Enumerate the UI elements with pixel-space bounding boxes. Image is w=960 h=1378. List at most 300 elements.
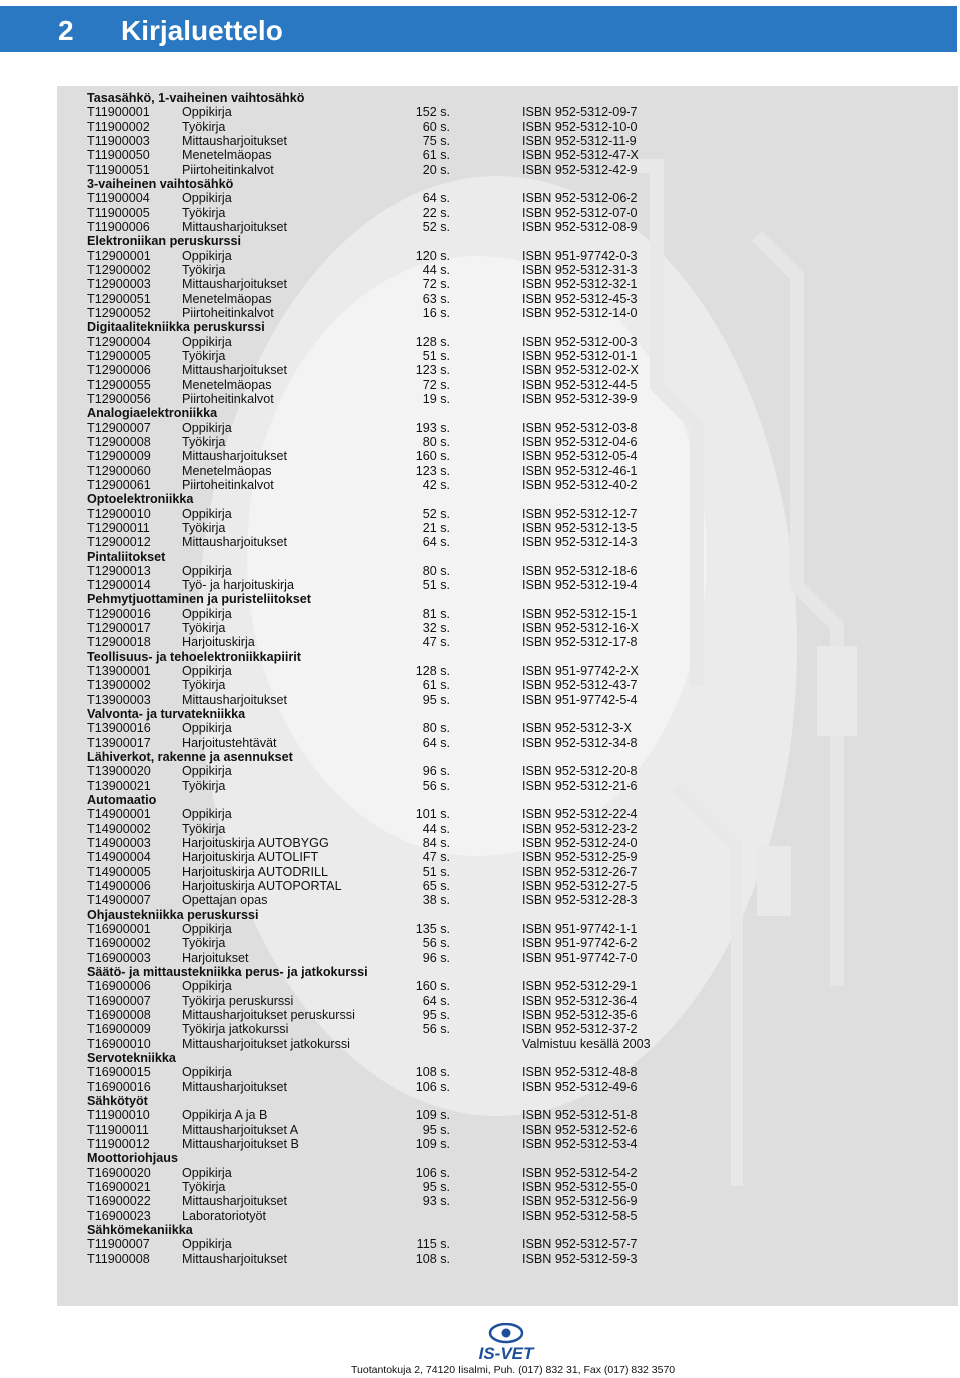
book-pages: 93 s. — [422, 1194, 450, 1209]
book-row — [87, 979, 707, 993]
book-code: T12900016 — [87, 606, 151, 621]
book-isbn: ISBN 952-5312-32-1 — [522, 277, 638, 292]
book-pages: 56 s. — [422, 936, 450, 951]
book-pages: 56 s. — [422, 778, 450, 793]
book-isbn: ISBN 952-5312-23-2 — [522, 821, 638, 836]
book-description: Piirtoheitinkalvot — [182, 305, 274, 320]
book-isbn: ISBN 952-5312-10-0 — [522, 119, 638, 134]
book-pages: 61 s. — [422, 678, 450, 693]
book-isbn: ISBN 952-5312-28-3 — [522, 893, 638, 908]
book-pages: 96 s. — [422, 764, 450, 779]
book-pages: 128 s. — [415, 664, 450, 679]
book-row — [87, 922, 707, 936]
book-code: T11900001 — [87, 105, 150, 120]
book-pages: 51 s. — [422, 348, 450, 363]
book-pages: 61 s. — [422, 148, 450, 163]
book-pages: 44 s. — [422, 821, 450, 836]
book-isbn: ISBN 952-5312-53-4 — [522, 1136, 638, 1151]
chapter-number: 2 — [58, 15, 74, 46]
book-row — [87, 951, 707, 965]
book-pages: 80 s. — [422, 563, 450, 578]
book-code: T11900002 — [87, 119, 150, 134]
book-pages: 64 s. — [422, 993, 450, 1008]
book-code: T11900006 — [87, 219, 150, 234]
book-row — [87, 578, 707, 592]
book-pages: 84 s. — [422, 836, 450, 851]
book-pages: 95 s. — [422, 1122, 450, 1137]
book-pages: 101 s. — [415, 807, 450, 822]
book-code: T12900001 — [87, 248, 151, 263]
book-row — [87, 1080, 707, 1094]
book-description: Harjoitustehtävät — [182, 735, 277, 750]
book-pages: 51 s. — [422, 578, 450, 593]
book-pages: 160 s. — [415, 979, 450, 994]
book-pages: 47 s. — [422, 635, 450, 650]
book-description: Mittausharjoitukset — [182, 692, 287, 707]
book-description: Harjoituskirja AUTOLIFT — [182, 850, 319, 865]
book-pages: 21 s. — [422, 520, 450, 535]
book-isbn: ISBN 952-5312-15-1 — [522, 606, 638, 621]
book-pages: 96 s. — [422, 950, 450, 965]
book-code: T12900018 — [87, 635, 151, 650]
book-isbn: ISBN 952-5312-46-1 — [522, 463, 638, 478]
book-code: T12900051 — [87, 291, 151, 306]
book-description: Piirtoheitinkalvot — [182, 162, 274, 177]
book-description: Harjoituskirja AUTOBYGG — [182, 836, 329, 851]
book-description: Oppikirja — [182, 721, 232, 736]
book-description: Mittausharjoitukset B — [182, 1136, 299, 1151]
book-code: T16900003 — [87, 950, 151, 965]
book-pages: 108 s. — [415, 1065, 450, 1080]
book-code: T12900060 — [87, 463, 151, 478]
book-description: Oppikirja — [182, 506, 232, 521]
book-description: Työkirja — [182, 678, 226, 693]
book-code: T12900011 — [87, 520, 150, 535]
book-description: Oppikirja A ja B — [182, 1108, 268, 1123]
book-code: T16900007 — [87, 993, 151, 1008]
book-isbn: ISBN 952-5312-56-9 — [522, 1194, 638, 1209]
book-row — [87, 105, 707, 119]
section-heading: Elektroniikan peruskurssi — [87, 234, 241, 249]
book-description: Oppikirja — [182, 606, 232, 621]
book-description: Työkirja peruskurssi — [182, 993, 294, 1008]
book-row — [87, 464, 707, 478]
book-description: Työkirja — [182, 1179, 226, 1194]
book-description: Työ- ja harjoituskirja — [182, 578, 294, 593]
book-row — [87, 292, 707, 306]
book-isbn: ISBN 952-5312-04-6 — [522, 434, 638, 449]
book-code: T12900055 — [87, 377, 151, 392]
book-code: T12900056 — [87, 391, 151, 406]
book-description: Oppikirja — [182, 334, 232, 349]
book-isbn: ISBN 952-5312-34-8 — [522, 735, 638, 750]
book-row — [87, 392, 707, 406]
book-code: T12900013 — [87, 563, 151, 578]
book-pages: 16 s. — [422, 305, 450, 320]
page-title: Kirjaluettelo — [121, 15, 283, 46]
book-description: Mittausharjoitukset peruskurssi — [182, 1008, 355, 1022]
book-pages: 109 s. — [415, 1136, 450, 1151]
book-code: T14900003 — [87, 836, 151, 851]
book-code: T11900007 — [87, 1237, 150, 1252]
book-row — [87, 277, 707, 291]
book-code: T12900005 — [87, 348, 151, 363]
book-row — [87, 1194, 707, 1208]
book-code: T12900006 — [87, 363, 151, 378]
book-code: T13900001 — [87, 664, 151, 679]
book-isbn: ISBN 951-97742-5-4 — [522, 692, 638, 707]
book-isbn: ISBN 952-5312-03-8 — [522, 420, 638, 435]
book-isbn: ISBN 952-5312-16-X — [522, 621, 639, 636]
book-code: T16900016 — [87, 1079, 151, 1094]
book-isbn: ISBN 952-5312-37-2 — [522, 1022, 638, 1037]
book-code: T16900002 — [87, 936, 151, 951]
book-isbn: ISBN 952-5312-49-6 — [522, 1079, 638, 1094]
book-code: T14900004 — [87, 850, 151, 865]
book-isbn: ISBN 952-5312-45-3 — [522, 291, 638, 306]
section-heading: Servotekniikka — [87, 1050, 176, 1065]
header-bar — [0, 6, 957, 52]
book-code: T12900017 — [87, 621, 151, 636]
book-description: Työkirja — [182, 936, 226, 951]
book-row — [87, 206, 707, 220]
book-code: T12900052 — [87, 305, 151, 320]
book-row — [87, 134, 707, 148]
book-row — [87, 120, 707, 134]
footer-address: Tuotantokuja 2, 74120 Iisalmi, Puh. (017) 832 31, Fax (017) 832 3570 — [351, 1364, 676, 1376]
book-isbn: ISBN 952-5312-26-7 — [522, 864, 638, 879]
section-heading: Pehmytjuottaminen ja puristeliitokset — [87, 592, 311, 607]
book-code: T12900010 — [87, 506, 151, 521]
book-description: Mittausharjoitukset — [182, 449, 287, 464]
book-row — [87, 507, 707, 521]
book-description: Oppikirja — [182, 807, 232, 822]
book-description: Oppikirja — [182, 764, 232, 779]
book-row — [87, 736, 707, 750]
book-pages: 52 s. — [422, 219, 450, 234]
book-pages: 160 s. — [415, 449, 450, 464]
book-isbn: ISBN 952-5312-17-8 — [522, 635, 638, 650]
book-description: Harjoitukset — [182, 950, 249, 965]
book-isbn: ISBN 952-5312-3-X — [522, 721, 632, 736]
book-description: Työkirja — [182, 621, 226, 636]
book-code: T13900016 — [87, 721, 151, 736]
book-isbn: ISBN 952-5312-00-3 — [522, 334, 638, 349]
book-row — [87, 807, 707, 821]
book-description: Työkirja — [182, 778, 226, 793]
book-pages: 115 s. — [416, 1237, 450, 1252]
book-pages: 109 s. — [415, 1108, 450, 1123]
book-description: Piirtoheitinkalvot — [182, 391, 274, 406]
book-description: Oppikirja — [182, 563, 232, 578]
book-code: T16900023 — [87, 1208, 151, 1223]
book-row — [87, 1008, 707, 1022]
book-row — [87, 1037, 707, 1051]
book-list — [87, 91, 707, 1266]
book-pages: 128 s. — [415, 334, 450, 349]
book-isbn: ISBN 952-5312-20-8 — [522, 764, 638, 779]
section-heading: Optoelektroniikka — [87, 492, 194, 507]
book-pages: 123 s. — [415, 463, 450, 478]
book-row — [87, 220, 707, 234]
book-row — [87, 721, 707, 735]
book-pages: 64 s. — [422, 535, 450, 550]
book-description: Oppikirja — [182, 105, 232, 120]
book-row — [87, 1065, 707, 1079]
book-description: Oppikirja — [182, 1065, 232, 1080]
book-pages: 106 s. — [415, 1079, 450, 1094]
book-description: Mittausharjoitukset — [182, 1251, 287, 1266]
book-isbn: ISBN 952-5312-18-6 — [522, 563, 638, 578]
book-code: T12900014 — [87, 578, 151, 593]
book-pages: 72 s. — [422, 377, 450, 392]
book-pages: 106 s. — [415, 1165, 450, 1180]
section-heading: Sähkömekaniikka — [87, 1222, 193, 1237]
book-pages: 42 s. — [422, 477, 450, 492]
book-description: Työkirja — [182, 205, 226, 220]
book-row — [87, 349, 707, 363]
book-pages: 95 s. — [422, 692, 450, 707]
book-row — [87, 678, 707, 692]
book-code: T16900001 — [87, 922, 151, 937]
book-code: T16900009 — [87, 1022, 151, 1037]
book-row — [87, 822, 707, 836]
book-code: T16900022 — [87, 1194, 151, 1209]
book-description: Mittausharjoitukset — [182, 133, 287, 148]
book-isbn: ISBN 952-5312-44-5 — [522, 377, 638, 392]
book-code: T13900021 — [87, 778, 151, 793]
book-code: T11900050 — [87, 148, 150, 163]
section-heading: Analogiaelektroniikka — [87, 406, 218, 421]
book-isbn: ISBN 952-5312-13-5 — [522, 520, 638, 535]
book-row — [87, 249, 707, 263]
book-pages: 65 s. — [422, 879, 450, 894]
book-row — [87, 148, 707, 162]
book-pages: 20 s. — [422, 162, 450, 177]
book-pages: 19 s. — [422, 391, 450, 406]
section-heading: Tasasähkö, 1-vaiheinen vaihtosähkö — [87, 91, 305, 105]
book-isbn: ISBN 952-5312-43-7 — [522, 678, 638, 693]
book-row — [87, 850, 707, 864]
book-pages: 80 s. — [422, 721, 450, 736]
book-row — [87, 879, 707, 893]
book-pages: 47 s. — [422, 850, 450, 865]
book-description: Oppikirja — [182, 1237, 232, 1252]
book-isbn: ISBN 952-5312-05-4 — [522, 449, 638, 464]
book-description: Oppikirja — [182, 979, 232, 994]
book-code: T11900012 — [87, 1136, 150, 1151]
book-description: Työkirja — [182, 434, 226, 449]
book-description: Työkirja — [182, 520, 226, 535]
book-isbn: ISBN 951-97742-7-0 — [522, 950, 638, 965]
book-code: T12900061 — [87, 477, 151, 492]
book-code: T14900007 — [87, 893, 151, 908]
book-code: T11900005 — [87, 205, 150, 220]
book-description: Piirtoheitinkalvot — [182, 477, 274, 492]
book-pages: 52 s. — [422, 506, 450, 521]
book-row — [87, 1209, 707, 1223]
book-pages: 120 s. — [415, 248, 450, 263]
book-code: T11900011 — [87, 1122, 149, 1137]
book-pages: 38 s. — [422, 893, 450, 908]
book-pages: 81 s. — [422, 606, 450, 621]
book-description: Opettajan opas — [182, 893, 268, 908]
book-isbn: ISBN 952-5312-40-2 — [522, 477, 638, 492]
book-pages: 63 s. — [422, 291, 450, 306]
book-row — [87, 1108, 707, 1122]
book-pages: 22 s. — [422, 205, 450, 220]
book-row — [87, 449, 707, 463]
book-row — [87, 1237, 707, 1251]
book-code: T16900015 — [87, 1065, 151, 1080]
book-row — [87, 263, 707, 277]
book-row — [87, 421, 707, 435]
book-isbn: ISBN 952-5312-35-6 — [522, 1008, 638, 1022]
book-description: Harjoituskirja AUTODRILL — [182, 864, 329, 879]
book-code: T13900003 — [87, 692, 151, 707]
book-pages: 44 s. — [422, 262, 450, 277]
book-pages: 95 s. — [422, 1179, 450, 1194]
book-isbn: ISBN 952-5312-11-9 — [522, 133, 637, 148]
book-isbn: ISBN 952-5312-42-9 — [522, 162, 638, 177]
book-row — [87, 1137, 707, 1151]
book-row — [87, 478, 707, 492]
book-description: Työkirja — [182, 262, 226, 277]
book-row — [87, 191, 707, 205]
book-isbn: ISBN 952-5312-29-1 — [522, 979, 638, 994]
book-isbn: ISBN 952-5312-12-7 — [522, 506, 638, 521]
book-pages: 64 s. — [422, 191, 450, 206]
book-isbn: ISBN 952-5312-57-7 — [522, 1237, 638, 1252]
book-description: Oppikirja — [182, 1165, 232, 1180]
book-description: Harjoituskirja — [182, 635, 255, 650]
book-row — [87, 893, 707, 907]
book-isbn: ISBN 952-5312-22-4 — [522, 807, 638, 822]
book-row — [87, 635, 707, 649]
book-row — [87, 163, 707, 177]
book-row — [87, 1022, 707, 1036]
book-description: Työkirja jatkokurssi — [182, 1022, 289, 1037]
book-pages: 32 s. — [422, 621, 450, 636]
book-pages: 152 s. — [415, 105, 450, 120]
book-code: T12900012 — [87, 535, 151, 550]
book-row — [87, 607, 707, 621]
book-isbn: ISBN 951-97742-2-X — [522, 664, 639, 679]
book-row — [87, 779, 707, 793]
book-description: Mittausharjoitukset — [182, 219, 287, 234]
book-description: Menetelmäopas — [182, 463, 272, 478]
section-heading: Pintaliitokset — [87, 549, 166, 564]
book-code: T11900003 — [87, 133, 150, 148]
book-description: Työkirja — [182, 821, 226, 836]
book-description: Oppikirja — [182, 248, 232, 263]
isvet-logo — [458, 1323, 554, 1363]
section-heading: Digitaalitekniikka peruskurssi — [87, 320, 265, 335]
book-isbn: ISBN 951-97742-1-1 — [522, 922, 638, 937]
book-isbn: ISBN 952-5312-14-0 — [522, 305, 638, 320]
book-pages: 80 s. — [422, 434, 450, 449]
book-row — [87, 335, 707, 349]
book-pages: 108 s. — [415, 1251, 450, 1266]
book-isbn: ISBN 952-5312-21-6 — [522, 778, 638, 793]
book-code: T12900002 — [87, 262, 151, 277]
section-heading: Lähiverkot, rakenne ja asennukset — [87, 750, 293, 765]
logo-text: IS-VET — [478, 1344, 534, 1363]
book-code: T11900010 — [87, 1108, 150, 1123]
book-isbn: ISBN 952-5312-01-1 — [522, 348, 638, 363]
book-isbn: ISBN 951-97742-0-3 — [522, 248, 638, 263]
book-pages: 75 s. — [422, 133, 450, 148]
section-heading: Sähkötyöt — [87, 1093, 148, 1108]
book-row — [87, 363, 707, 377]
book-row — [87, 693, 707, 707]
book-description: Menetelmäopas — [182, 148, 272, 163]
book-code: T16900006 — [87, 979, 151, 994]
book-isbn: ISBN 952-5312-08-9 — [522, 219, 638, 234]
book-code: T11900051 — [87, 162, 150, 177]
book-code: T16900021 — [87, 1179, 151, 1194]
book-isbn: ISBN 952-5312-19-4 — [522, 578, 638, 593]
book-row — [87, 435, 707, 449]
book-isbn: ISBN 952-5312-14-3 — [522, 535, 638, 550]
book-isbn: ISBN 952-5312-07-0 — [522, 205, 638, 220]
book-pages: 193 s. — [415, 420, 450, 435]
book-row — [87, 621, 707, 635]
book-code: T12900008 — [87, 434, 151, 449]
book-code: T12900003 — [87, 277, 151, 292]
book-code: T12900009 — [87, 449, 151, 464]
book-row — [87, 936, 707, 950]
book-description: Laboratoriotyöt — [182, 1208, 267, 1223]
book-code: T11900008 — [87, 1251, 150, 1266]
book-row — [87, 306, 707, 320]
book-row — [87, 1123, 707, 1137]
book-row — [87, 378, 707, 392]
book-pages: 56 s. — [422, 1022, 450, 1037]
book-code: T14900001 — [87, 807, 151, 822]
book-isbn: ISBN 952-5312-55-0 — [522, 1179, 638, 1194]
book-description: Mittausharjoitukset — [182, 535, 287, 550]
book-description: Menetelmäopas — [182, 291, 272, 306]
book-description: Mittausharjoitukset A — [182, 1122, 299, 1137]
book-description: Oppikirja — [182, 420, 232, 435]
book-row — [87, 535, 707, 549]
section-heading: Moottoriohjaus — [87, 1151, 178, 1166]
book-code: T12900004 — [87, 334, 151, 349]
book-code: T16900010 — [87, 1036, 151, 1051]
book-code: T13900017 — [87, 735, 151, 750]
book-isbn: ISBN 952-5312-59-3 — [522, 1251, 638, 1266]
book-row — [87, 1180, 707, 1194]
book-isbn: ISBN 952-5312-09-7 — [522, 105, 638, 120]
book-pages: 123 s. — [415, 363, 450, 378]
book-isbn: ISBN 952-5312-36-4 — [522, 993, 638, 1008]
book-row — [87, 521, 707, 535]
book-isbn: Valmistuu kesällä 2003 — [522, 1036, 651, 1051]
book-pages: 64 s. — [422, 735, 450, 750]
book-row — [87, 764, 707, 778]
book-description: Mittausharjoitukset jatkokurssi — [182, 1036, 350, 1051]
book-row — [87, 865, 707, 879]
book-code: T11900004 — [87, 191, 150, 206]
book-isbn: ISBN 952-5312-02-X — [522, 363, 639, 378]
book-pages: 72 s. — [422, 277, 450, 292]
book-description: Mittausharjoitukset — [182, 1079, 287, 1094]
book-isbn: ISBN 952-5312-27-5 — [522, 879, 638, 894]
book-description: Mittausharjoitukset — [182, 277, 287, 292]
section-heading: Valvonta- ja turvatekniikka — [87, 707, 246, 722]
book-code: T14900006 — [87, 879, 151, 894]
